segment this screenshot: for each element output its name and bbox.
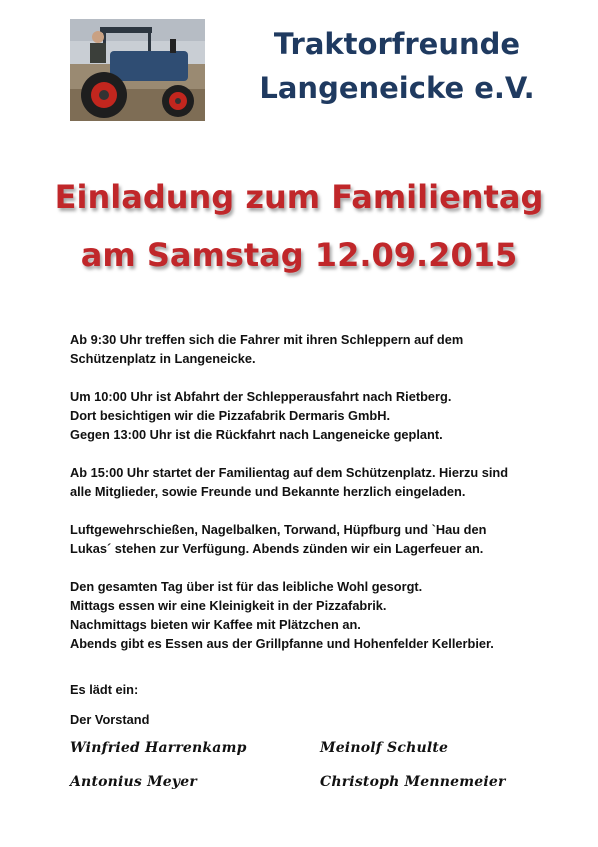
club-name-line2: Langeneicke e.V.	[259, 71, 535, 105]
invited-by-label: Es lädt ein:	[70, 682, 139, 697]
paragraph-excursion	[70, 387, 560, 444]
text-line: Ab 15:00 Uhr startet der Familientag auf dem Schützenplatz. Hierzu sind	[70, 465, 509, 480]
headline-line1: Einladung zum Familientag	[54, 178, 544, 216]
signature-meinolf-schulte: Meinolf Schulte	[320, 740, 449, 756]
text-line: Dort besichtigen wir die Pizzafabrik Dermaris GmbH.	[70, 408, 391, 423]
tractor-photo	[70, 19, 205, 121]
text-line: Mittags essen wir eine Kleinigkeit in der Pizzafabrik.	[70, 598, 387, 613]
text-line: Luftgewehrschießen, Nagelbalken, Torwand, Hüpfburg und `Hau den	[70, 522, 487, 537]
signature-antonius-meyer: Antonius Meyer	[70, 774, 197, 790]
text-line: Ab 9:30 Uhr treffen sich die Fahrer mit ihren Schleppern auf dem	[70, 332, 464, 347]
text-line: Um 10:00 Uhr ist Abfahrt der Schlepperausfahrt nach Rietberg.	[70, 389, 452, 404]
club-name-line1: Traktorfreunde	[273, 27, 521, 61]
text-line: Schützenplatz in Langeneicke.	[70, 351, 256, 366]
text-line: Lukas´ stehen zur Verfügung. Abends zünden wir ein Lagerfeuer an.	[70, 541, 484, 556]
board-label: Der Vorstand	[70, 712, 150, 727]
text-line: Nachmittags bieten wir Kaffee mit Plätzchen an.	[70, 617, 361, 632]
paragraph-activities	[70, 520, 560, 558]
paragraph-food	[70, 577, 560, 653]
club-name	[232, 22, 562, 110]
text-line: Den gesamten Tag über ist für das leibliche Wohl gesorgt.	[70, 579, 423, 594]
invitation-body	[70, 330, 560, 672]
text-line: Abends gibt es Essen aus der Grillpfanne und Hohenfelder Kellerbier.	[70, 636, 494, 651]
text-line: alle Mitglieder, sowie Freunde und Bekannte herzlich eingeladen.	[70, 484, 466, 499]
signature-christoph-mennemeier: Christoph Mennemeier	[320, 774, 506, 790]
paragraph-meeting	[70, 330, 560, 368]
invitation-headline	[0, 168, 598, 284]
text-line: Gegen 13:00 Uhr ist die Rückfahrt nach Langeneicke geplant.	[70, 427, 443, 442]
headline-line2: am Samstag 12.09.2015	[80, 236, 518, 274]
paragraph-family-day	[70, 463, 560, 501]
signature-winfried-harrenkamp: Winfried Harrenkamp	[70, 740, 247, 756]
